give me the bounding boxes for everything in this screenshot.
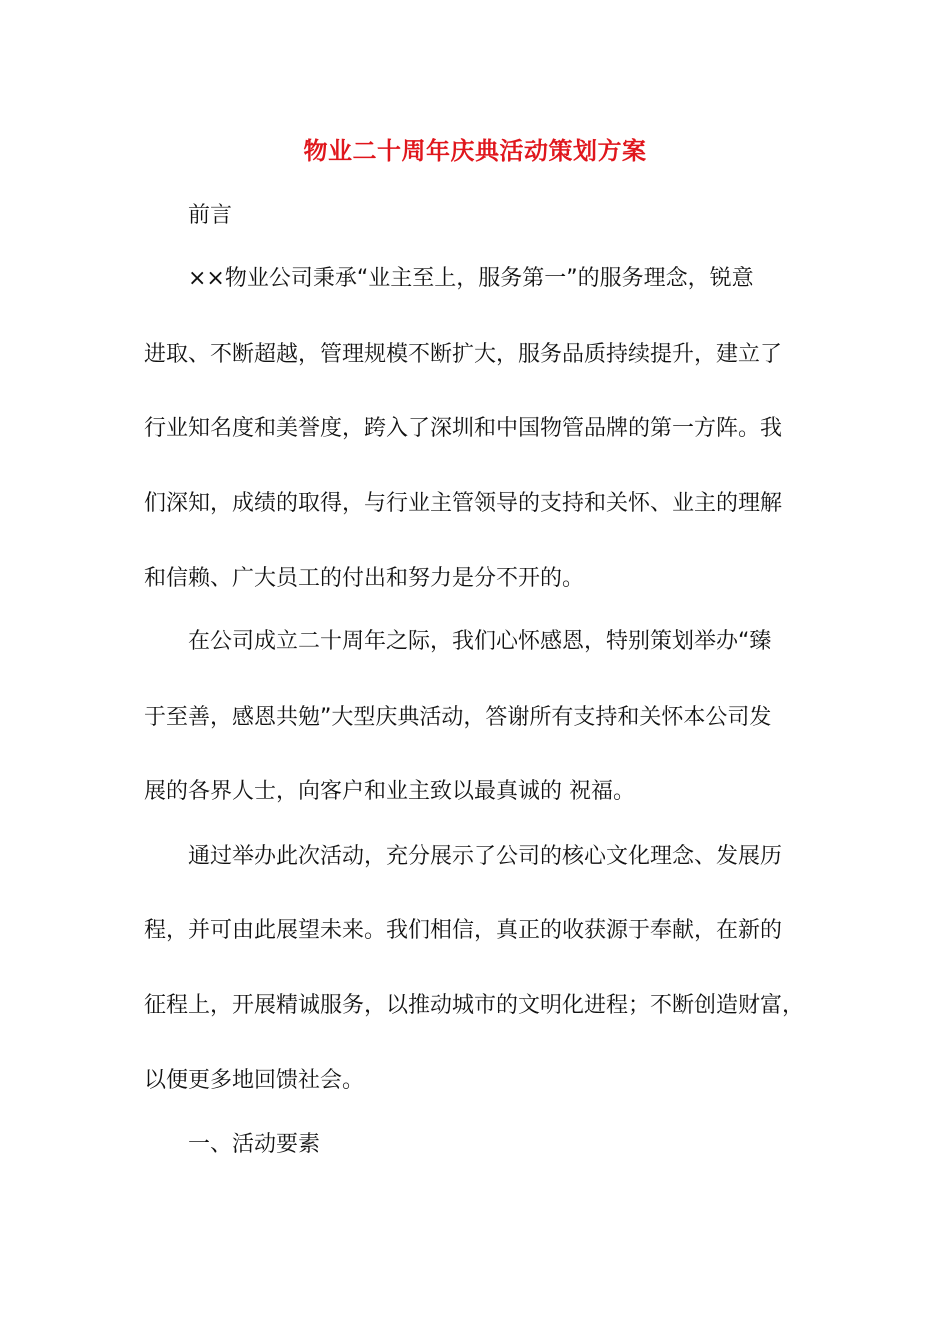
paragraph-line: 以便更多地回馈社会。 — [144, 1068, 365, 1093]
paragraph-line: 行业知名度和美誉度，跨入了深圳和中国物管品牌的第一方阵。我 — [144, 416, 783, 441]
paragraph-line: 们深知，成绩的取得，与行业主管领导的支持和关怀、业主的理解 — [144, 491, 783, 516]
section-heading-activity-elements: 一、活动要素 — [188, 1132, 321, 1157]
paragraph-line: 通过举办此次活动，充分展示了公司的核心文化理念、发展历 — [188, 844, 783, 869]
paragraph-line: 展的各界人士，向客户和业主致以最真诚的 祝福。 — [144, 779, 635, 804]
paragraph-line: ××物业公司秉承“业主至上，服务第一”的服务理念，锐意 — [188, 266, 754, 291]
section-heading-preface: 前言 — [188, 203, 233, 228]
paragraph-line: 程，并可由此展望未来。我们相信，真正的收获源于奉献，在新的 — [144, 918, 783, 943]
document-title: 物业二十周年庆典活动策划方案 — [303, 137, 647, 165]
paragraph-line: 在公司成立二十周年之际，我们心怀感恩，特别策划举办“臻 — [188, 629, 772, 654]
paragraph-line: 和信赖、广大员工的付出和努力是分不开的。 — [144, 566, 585, 591]
paragraph-line: 征程上，开展精诚服务，以推动城市的文明化进程；不断创造财富， — [144, 993, 805, 1018]
paragraph-line: 于至善，感恩共勉”大型庆典活动，答谢所有支持和关怀本公司发 — [144, 705, 772, 730]
paragraph-line: 进取、不断超越，管理规模不断扩大，服务品质持续提升，建立了 — [144, 342, 783, 367]
